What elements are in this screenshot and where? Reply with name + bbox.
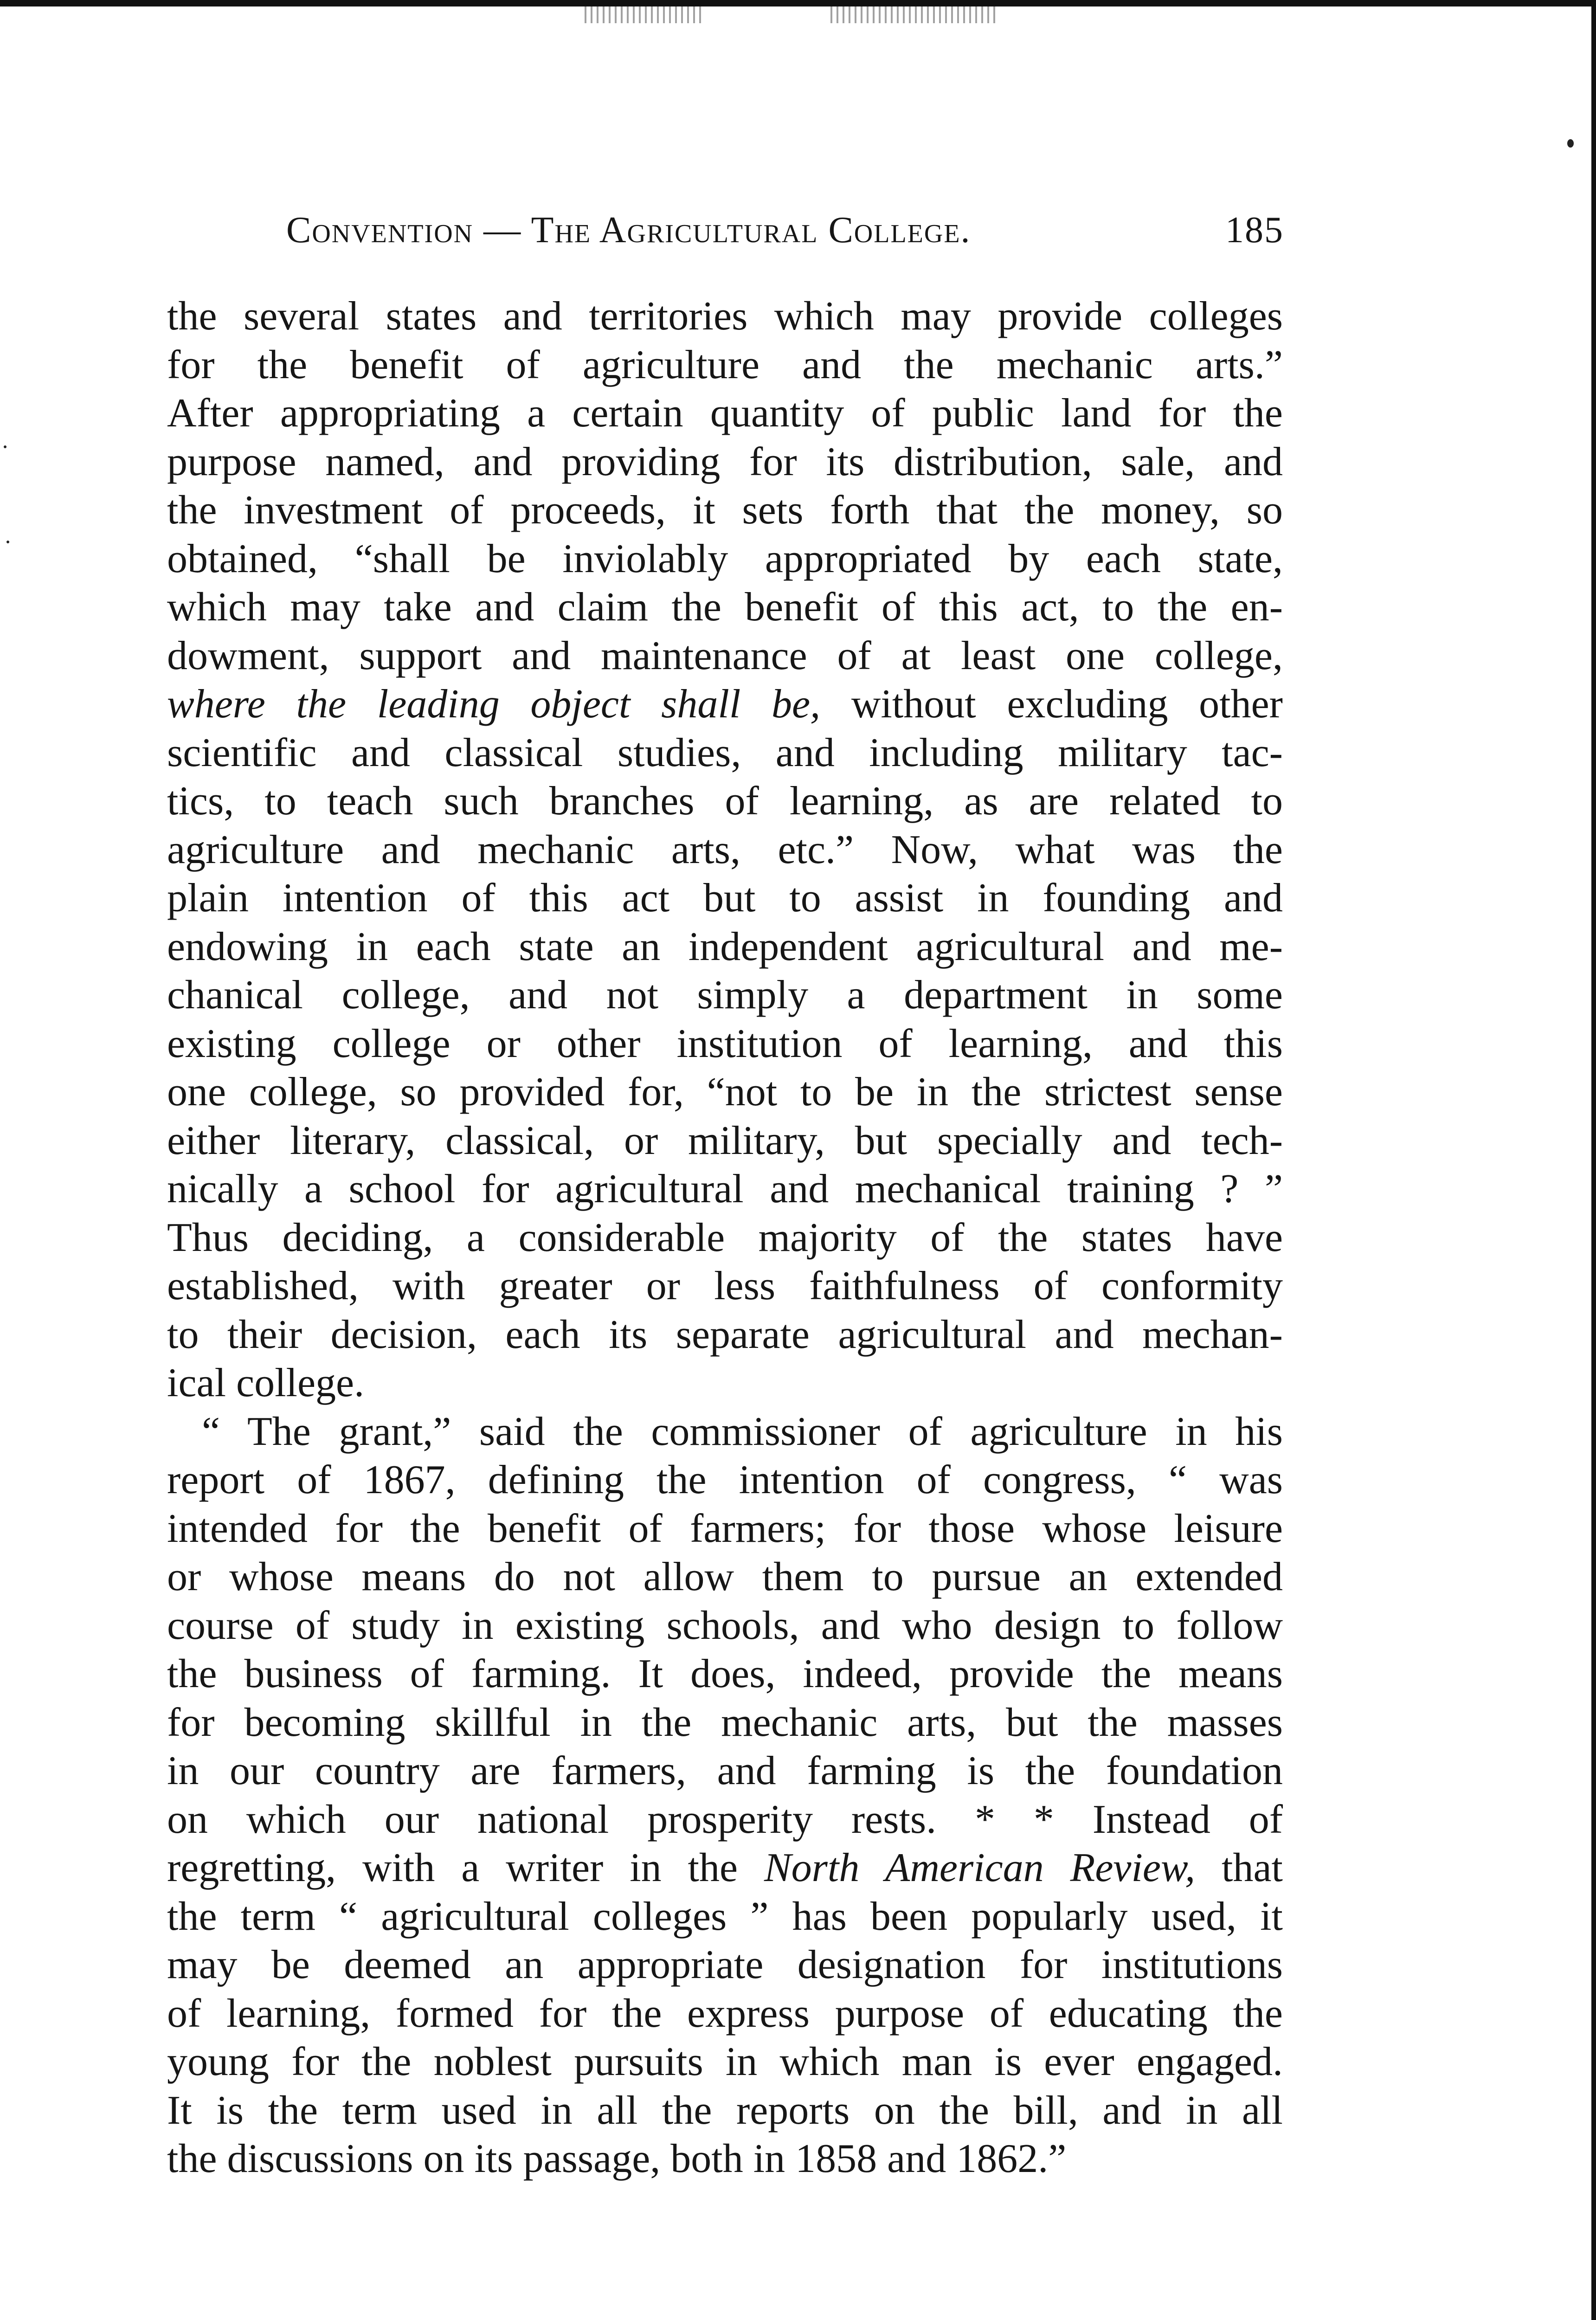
text-line: “ The grant,” said the commissioner of agriculture in his: [202, 1409, 1283, 1454]
scan-smudge: [830, 6, 998, 23]
scan-smudge: [585, 6, 705, 23]
text-line: the investment of proceeds, it sets forth that the money, so: [167, 488, 1283, 533]
text-line: purpose named, and providing for its distribution, sale, and: [167, 439, 1283, 484]
text-line: young for the noblest pursuits in which man is ever engaged.: [167, 2039, 1283, 2084]
text-line: the business of farming. It does, indeed, provide the means: [167, 1651, 1283, 1696]
text-line: nically a school for agricultural and mechanical training ? ”: [167, 1166, 1283, 1212]
text-run: without excluding other: [820, 682, 1283, 727]
text-line: tics, to teach such branches of learning, as are related to: [167, 779, 1283, 824]
italic-title: North American Review,: [764, 1845, 1196, 1890]
scan-top-edge: [0, 0, 1596, 6]
body-text: [167, 292, 1283, 2184]
text-line: chanical college, and not simply a department in some: [167, 973, 1283, 1018]
text-run: regretting, with a writer in the: [167, 1845, 764, 1890]
text-line: course of study in existing schools, and who design to follow: [167, 1603, 1283, 1648]
italic-phrase: where the leading object shall be,: [167, 682, 821, 727]
text-line: [167, 1844, 1283, 1893]
text-line: established, with greater or less faithfulness of conformity: [167, 1263, 1283, 1308]
scan-right-edge: [1591, 0, 1596, 2320]
text-line: agriculture and mechanic arts, etc.” Now, what was the: [167, 827, 1283, 872]
text-line: intended for the benefit of farmers; for those whose leisure: [167, 1506, 1283, 1551]
text-line: endowing in each state an independent agricultural and me-: [167, 924, 1283, 969]
scan-speck: [1567, 139, 1574, 148]
text-line: which may take and claim the benefit of this act, to the en-: [167, 585, 1283, 630]
text-line: either literary, classical, or military, but specially and tech-: [167, 1118, 1283, 1163]
page-number: 185: [1225, 210, 1284, 251]
running-title: Convention — The Agricultural College.: [286, 210, 971, 251]
text-line: for becoming skillful in the mechanic arts, but the masses: [167, 1700, 1283, 1745]
text-line: existing college or other institution of learning, and this: [167, 1021, 1283, 1066]
text-line: for the benefit of agriculture and the mechanic arts.”: [167, 342, 1283, 387]
text-line: ical college.: [167, 1360, 365, 1405]
text-line: the term “ agricultural colleges ” has been popularly used, it: [167, 1894, 1283, 1939]
text-line: may be deemed an appropriate designation for institutions: [167, 1942, 1283, 1987]
text-line: one college, so provided for, “not to be in the strictest sense: [167, 1070, 1283, 1115]
text-line: or whose means do not allow them to pursue an extended: [167, 1554, 1283, 1599]
scan-speck: [6, 541, 9, 543]
text-line: to their decision, each its separate agricultural and mechan-: [167, 1312, 1283, 1357]
text-line: After appropriating a certain quantity of public land for the: [167, 391, 1283, 436]
text-line: in our country are farmers, and farming is the foundation: [167, 1748, 1283, 1793]
running-header: [286, 202, 1284, 258]
text-line: the several states and territories which may provide colleges: [167, 294, 1283, 339]
text-line: on which our national prosperity rests. * * Instead of: [167, 1797, 1283, 1842]
text-line: the discussions on its passage, both in 1858 and 1862.”: [167, 2136, 1067, 2181]
text-line: report of 1867, defining the intention of congress, “ was: [167, 1457, 1283, 1502]
text-line: of learning, formed for the express purpose of educating the: [167, 1991, 1283, 2036]
text-line: scientific and classical studies, and including military tac-: [167, 730, 1283, 775]
text-line: dowment, support and maintenance of at least one college,: [167, 633, 1283, 678]
text-line: [167, 680, 1283, 729]
text-run: that: [1195, 1845, 1283, 1890]
text-line: It is the term used in all the reports on the bill, and in all: [167, 2088, 1283, 2133]
scan-speck: [4, 445, 6, 448]
text-line: Thus deciding, a considerable majority of the states have: [167, 1215, 1283, 1260]
text-line: obtained, “shall be inviolably appropriated by each state,: [167, 536, 1283, 581]
text-line: plain intention of this act but to assist in founding and: [167, 876, 1283, 921]
